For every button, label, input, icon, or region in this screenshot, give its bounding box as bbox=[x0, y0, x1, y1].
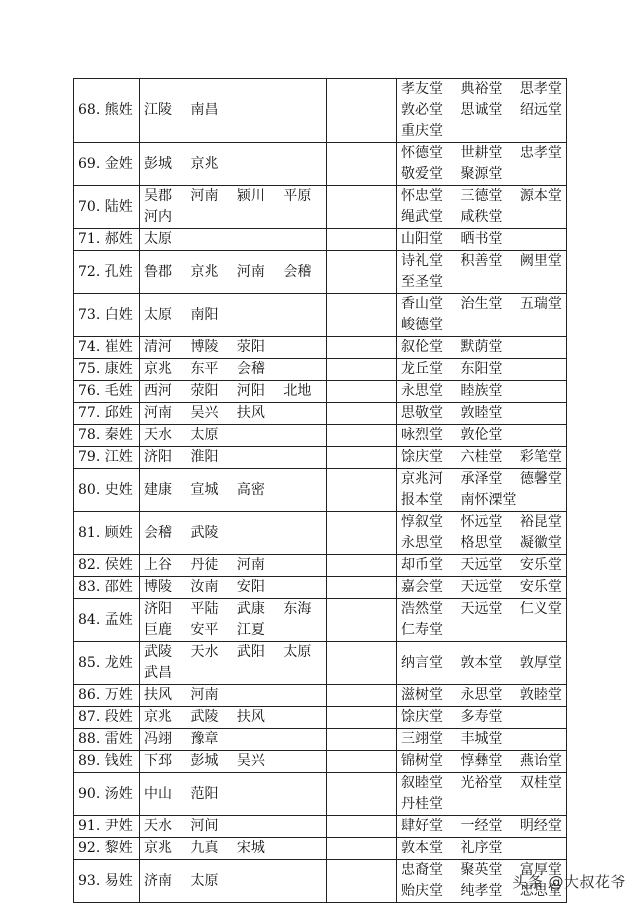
table-row bbox=[74, 860, 567, 903]
hall-cell: 浩然堂 天远堂 仁义堂 仁寿堂 bbox=[397, 599, 567, 642]
hall-cell: 忠裔堂 聚英堂 富厚堂 贻庆堂 纯孝堂 忠思堂 bbox=[397, 860, 567, 903]
hall-cell: 馀庆堂 六桂堂 彩笔堂 bbox=[397, 447, 567, 469]
origin-cell: 天水 太原 bbox=[140, 425, 327, 447]
origin-cell: 鲁郡 京兆 河南 会稽 bbox=[140, 251, 327, 294]
spacer-cell bbox=[327, 403, 397, 425]
spacer-cell bbox=[327, 251, 397, 294]
surname-cell: 76. 毛姓 bbox=[74, 381, 140, 403]
origin-cell: 京兆 九真 宋城 bbox=[140, 838, 327, 860]
table-row bbox=[74, 403, 567, 425]
table-row bbox=[74, 447, 567, 469]
table-row bbox=[74, 143, 567, 186]
origin-cell: 天水 河间 bbox=[140, 816, 327, 838]
origin-cell: 清河 博陵 荥阳 bbox=[140, 337, 327, 359]
origin-cell: 会稽 武陵 bbox=[140, 512, 327, 555]
hall-cell: 京兆河 承泽堂 德馨堂 报本堂 南怀溧堂 bbox=[397, 469, 567, 512]
spacer-cell bbox=[327, 79, 397, 143]
surname-cell: 82. 侯姓 bbox=[74, 555, 140, 577]
origin-cell: 江陵 南昌 bbox=[140, 79, 327, 143]
spacer-cell bbox=[327, 816, 397, 838]
hall-cell: 山阳堂 晒书堂 bbox=[397, 229, 567, 251]
hall-cell: 诗礼堂 积善堂 阙里堂 至圣堂 bbox=[397, 251, 567, 294]
origin-cell: 济南 太原 bbox=[140, 860, 327, 903]
hall-cell: 香山堂 治生堂 五瑞堂 峻德堂 bbox=[397, 294, 567, 337]
hall-cell: 怀德堂 世耕堂 忠孝堂 敬爱堂 聚源堂 bbox=[397, 143, 567, 186]
spacer-cell bbox=[327, 469, 397, 512]
hall-cell: 怀忠堂 三德堂 源本堂 绳武堂 咸秩堂 bbox=[397, 186, 567, 229]
origin-cell: 中山 范阳 bbox=[140, 773, 327, 816]
spacer-cell bbox=[327, 838, 397, 860]
hall-cell: 咏烈堂 敦伦堂 bbox=[397, 425, 567, 447]
table-row bbox=[74, 337, 567, 359]
surname-cell: 88. 雷姓 bbox=[74, 729, 140, 751]
surname-cell: 68. 熊姓 bbox=[74, 79, 140, 143]
hall-cell: 却币堂 天远堂 安乐堂 bbox=[397, 555, 567, 577]
table-row bbox=[74, 294, 567, 337]
origin-cell: 太原 bbox=[140, 229, 327, 251]
spacer-cell bbox=[327, 642, 397, 685]
hall-cell: 敦本堂 礼序堂 bbox=[397, 838, 567, 860]
origin-cell: 博陵 汝南 安阳 bbox=[140, 577, 327, 599]
surname-table bbox=[73, 78, 567, 903]
spacer-cell bbox=[327, 294, 397, 337]
table-row bbox=[74, 642, 567, 685]
hall-cell: 龙丘堂 东阳堂 bbox=[397, 359, 567, 381]
origin-cell: 济阳 淮阳 bbox=[140, 447, 327, 469]
table-row bbox=[74, 707, 567, 729]
hall-cell: 惇叙堂 怀远堂 裕昆堂 永思堂 格思堂 凝徽堂 bbox=[397, 512, 567, 555]
origin-cell: 建康 宣城 高密 bbox=[140, 469, 327, 512]
table-row bbox=[74, 555, 567, 577]
surname-table-body bbox=[74, 79, 567, 903]
spacer-cell bbox=[327, 729, 397, 751]
origin-cell: 京兆 武陵 扶风 bbox=[140, 707, 327, 729]
surname-cell: 84. 孟姓 bbox=[74, 599, 140, 642]
surname-cell: 90. 汤姓 bbox=[74, 773, 140, 816]
surname-cell: 81. 顾姓 bbox=[74, 512, 140, 555]
table-row bbox=[74, 229, 567, 251]
spacer-cell bbox=[327, 685, 397, 707]
surname-cell: 70. 陆姓 bbox=[74, 186, 140, 229]
surname-cell: 77. 邱姓 bbox=[74, 403, 140, 425]
spacer-cell bbox=[327, 447, 397, 469]
spacer-cell bbox=[327, 751, 397, 773]
spacer-cell bbox=[327, 555, 397, 577]
table-row bbox=[74, 577, 567, 599]
surname-cell: 85. 龙姓 bbox=[74, 642, 140, 685]
spacer-cell bbox=[327, 143, 397, 186]
hall-cell: 叙睦堂 光裕堂 双桂堂 丹桂堂 bbox=[397, 773, 567, 816]
table-row bbox=[74, 425, 567, 447]
spacer-cell bbox=[327, 773, 397, 816]
table-row bbox=[74, 751, 567, 773]
table-row bbox=[74, 599, 567, 642]
table-row bbox=[74, 729, 567, 751]
hall-cell: 三翊堂 丰城堂 bbox=[397, 729, 567, 751]
origin-cell: 西河 荥阳 河阳 北地 bbox=[140, 381, 327, 403]
spacer-cell bbox=[327, 359, 397, 381]
spacer-cell bbox=[327, 186, 397, 229]
origin-cell: 吴郡 河南 颍川 平原 河内 bbox=[140, 186, 327, 229]
spacer-cell bbox=[327, 337, 397, 359]
hall-cell: 肆好堂 一经堂 明经堂 bbox=[397, 816, 567, 838]
hall-cell: 滋树堂 永思堂 敦睦堂 bbox=[397, 685, 567, 707]
hall-cell: 叙伦堂 默荫堂 bbox=[397, 337, 567, 359]
spacer-cell bbox=[327, 381, 397, 403]
table-row bbox=[74, 838, 567, 860]
spacer-cell bbox=[327, 229, 397, 251]
surname-cell: 92. 黎姓 bbox=[74, 838, 140, 860]
table-row bbox=[74, 685, 567, 707]
spacer-cell bbox=[327, 425, 397, 447]
surname-cell: 79. 江姓 bbox=[74, 447, 140, 469]
origin-cell: 扶风 河南 bbox=[140, 685, 327, 707]
surname-cell: 78. 秦姓 bbox=[74, 425, 140, 447]
table-row bbox=[74, 251, 567, 294]
table-row bbox=[74, 359, 567, 381]
surname-cell: 83. 邵姓 bbox=[74, 577, 140, 599]
surname-cell: 89. 钱姓 bbox=[74, 751, 140, 773]
spacer-cell bbox=[327, 577, 397, 599]
hall-cell: 孝友堂 典裕堂 思孝堂 敦必堂 思诚堂 绍远堂 重庆堂 bbox=[397, 79, 567, 143]
table-row bbox=[74, 773, 567, 816]
origin-cell: 京兆 东平 会稽 bbox=[140, 359, 327, 381]
spacer-cell bbox=[327, 860, 397, 903]
origin-cell: 武陵 天水 武阳 太原 武昌 bbox=[140, 642, 327, 685]
origin-cell: 河南 吴兴 扶风 bbox=[140, 403, 327, 425]
origin-cell: 太原 南阳 bbox=[140, 294, 327, 337]
surname-cell: 72. 孔姓 bbox=[74, 251, 140, 294]
origin-cell: 冯翊 豫章 bbox=[140, 729, 327, 751]
surname-cell: 93. 易姓 bbox=[74, 860, 140, 903]
hall-cell: 纳言堂 敦本堂 敦厚堂 bbox=[397, 642, 567, 685]
surname-cell: 71. 郝姓 bbox=[74, 229, 140, 251]
surname-cell: 91. 尹姓 bbox=[74, 816, 140, 838]
hall-cell: 馀庆堂 多寿堂 bbox=[397, 707, 567, 729]
hall-cell: 思敬堂 敦睦堂 bbox=[397, 403, 567, 425]
table-row bbox=[74, 469, 567, 512]
table-row bbox=[74, 816, 567, 838]
origin-cell: 济阳 平陆 武康 东海 巨鹿 安平 江夏 bbox=[140, 599, 327, 642]
origin-cell: 彭城 京兆 bbox=[140, 143, 327, 186]
surname-cell: 87. 段姓 bbox=[74, 707, 140, 729]
table-row bbox=[74, 186, 567, 229]
surname-cell: 73. 白姓 bbox=[74, 294, 140, 337]
watermark: 头条 @大叔花爷 bbox=[512, 873, 626, 891]
spacer-cell bbox=[327, 599, 397, 642]
hall-cell: 嘉会堂 天远堂 安乐堂 bbox=[397, 577, 567, 599]
spacer-cell bbox=[327, 512, 397, 555]
hall-cell: 永思堂 睦族堂 bbox=[397, 381, 567, 403]
surname-cell: 75. 康姓 bbox=[74, 359, 140, 381]
surname-cell: 74. 崔姓 bbox=[74, 337, 140, 359]
table-row bbox=[74, 512, 567, 555]
surname-cell: 80. 史姓 bbox=[74, 469, 140, 512]
spacer-cell bbox=[327, 707, 397, 729]
surname-cell: 86. 万姓 bbox=[74, 685, 140, 707]
origin-cell: 下邳 彭城 吴兴 bbox=[140, 751, 327, 773]
table-row bbox=[74, 381, 567, 403]
table-row bbox=[74, 79, 567, 143]
surname-cell: 69. 金姓 bbox=[74, 143, 140, 186]
origin-cell: 上谷 丹徒 河南 bbox=[140, 555, 327, 577]
hall-cell: 锦树堂 惇彝堂 燕诒堂 bbox=[397, 751, 567, 773]
